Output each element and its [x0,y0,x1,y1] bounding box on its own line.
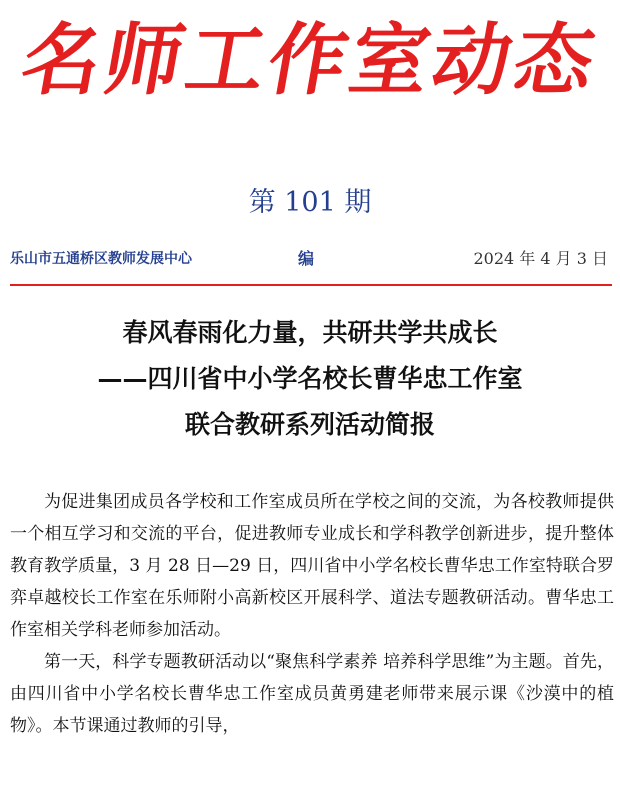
header-divider [10,284,612,286]
article-title [0,310,620,448]
masthead-title: 名师工作室动态 [15,16,605,106]
publish-date: 2024 年 4 月 3 日 [473,249,608,268]
issue-number: 第 101 期 [248,187,372,218]
paragraph: 为促进集团成员各学校和工作室成员所在学校之间的交流，为各校教师提供一个相互学习和交流的平台，促进教师专业成长和学科教学创新进步，提升整体教育教学质量，3 月 28 日—29 日，四川省中小学名校长曹华忠工作室特联合罗弈卓越校长工作室在乐师附小高新校区开展科学、道法专题教研活动。曹华忠工作室相关学科老师参加活动。 [10,492,614,640]
title-line-1: 春风春雨化力量，共研共学共成长 [122,318,498,347]
paragraph: 第一天，科学专题教研活动以“聚焦科学素养 培养科学思维”为主题。首先，由四川省中小学名校长曹华忠工作室成员黄勇建老师带来展示课《沙漠中的植物》。本节课通过教师的引导， [10,652,614,736]
publisher-row [0,246,620,270]
editor-label: 编 [298,249,315,268]
article-body [10,486,614,742]
title-line-2: ——四川省中小学名校长曹华忠工作室 [97,364,523,393]
title-line-3: 联合教研系列活动简报 [184,410,435,439]
publisher-name: 乐山市五通桥区教师发展中心 [10,251,192,267]
